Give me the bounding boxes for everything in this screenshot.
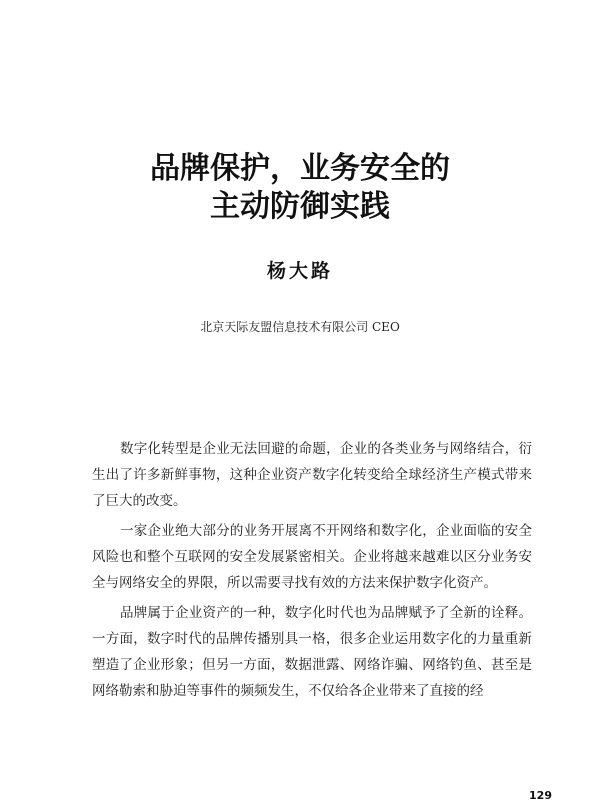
article-title-line-2: 主动防御实践 (210, 189, 390, 224)
page-number: 129 (529, 789, 552, 802)
article-title-line-1: 品牌保护，业务安全的 (150, 151, 450, 186)
paragraph-3: 品牌属于企业资产的一种，数字化时代也为品牌赋予了全新的诠释。一方面，数字时代的品牌传播别具一格，很多企业运用数字化的力量重新塑造了企业形象；但另一方面，数据泄露、网络诈骗、网络钓鱼、甚至是网络勒索和胁迫等事件的频频发生，不仅给各企业带来了直接的经 (92, 605, 532, 699)
paragraph-2: 一家企业绝大部分的业务开展离不开网络和数字化，企业面临的安全风险也和整个互联网的安全发展紧密相关。企业将越来越难以区分业务安全与网络安全的界限，所以需要寻找有效的方法来保护数字化资产。 (92, 523, 532, 591)
author-name: 杨大路 (266, 260, 333, 282)
paragraph-1: 数字化转型是企业无法回避的命题，企业的各类业务与网络结合，衍生出了许多新鲜事物，这种企业资产数字化转变给全球经济生产模式带来了巨大的改变。 (92, 441, 532, 509)
article-body (92, 436, 532, 708)
author-affiliation: 北京天际友盟信息技术有限公司 CEO (200, 320, 400, 334)
